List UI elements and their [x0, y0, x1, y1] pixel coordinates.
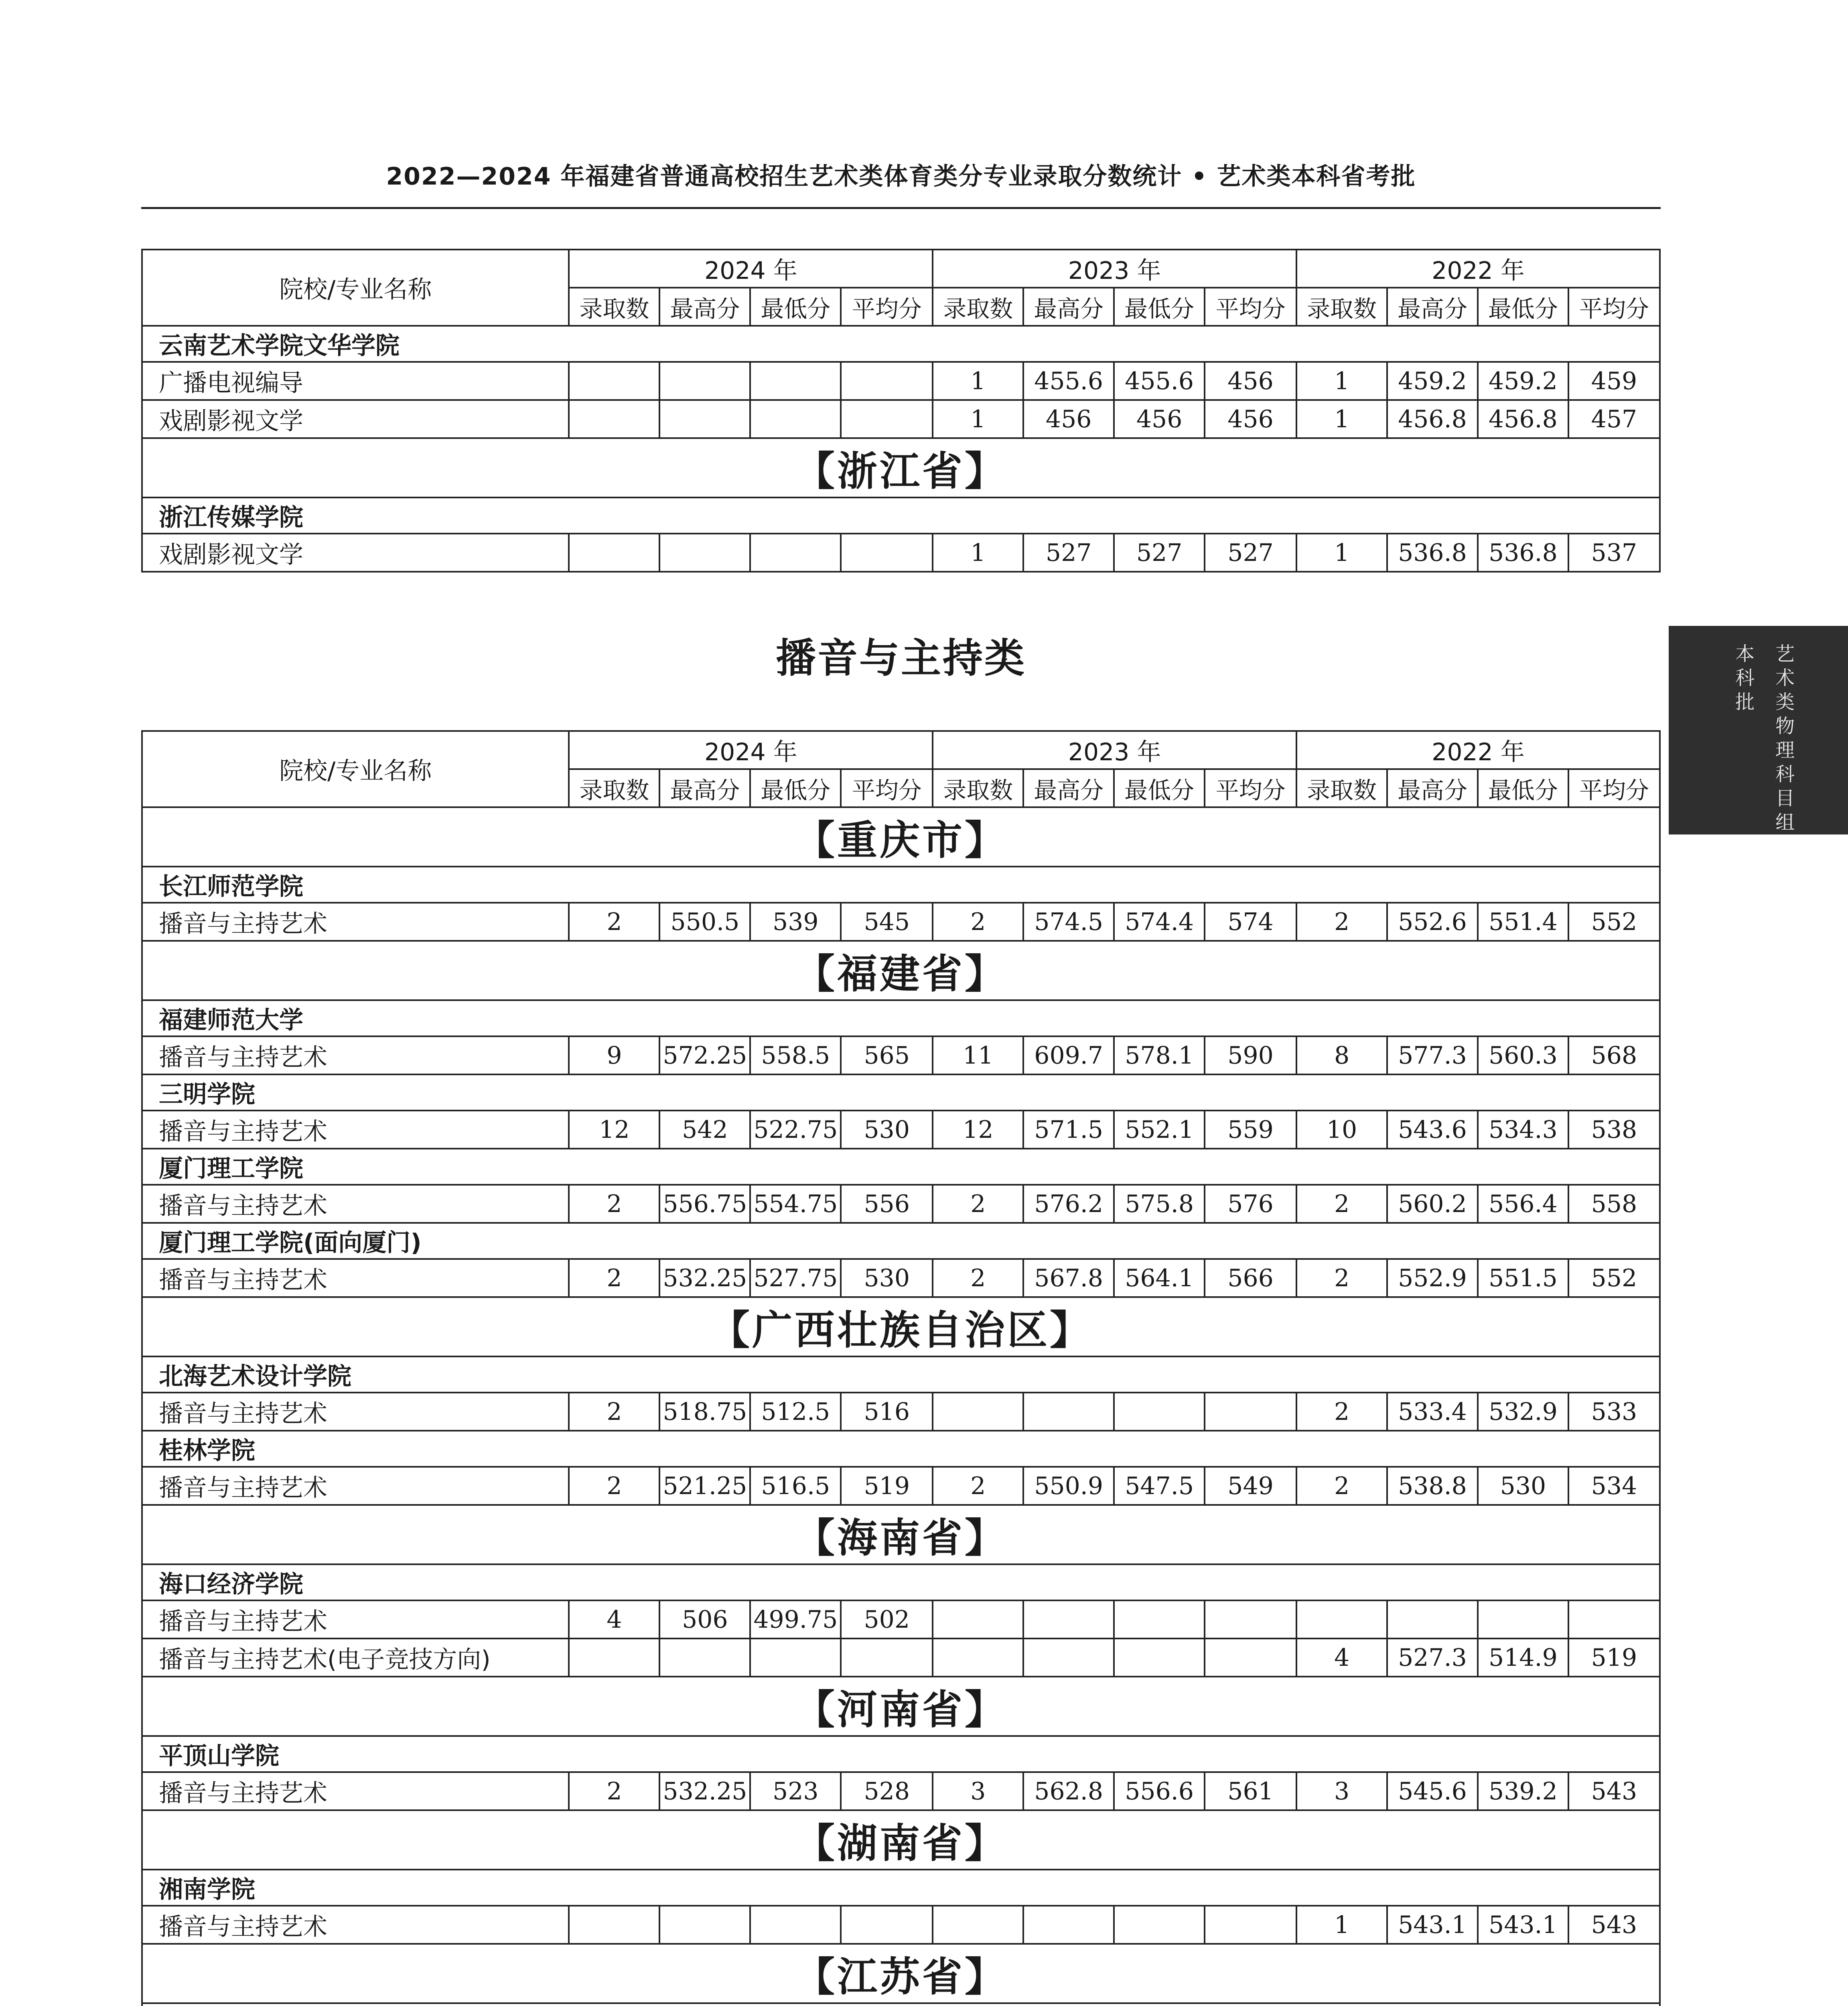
score-cell: 556: [841, 1185, 933, 1223]
score-cell: 2: [569, 1467, 659, 1505]
score-cell: [1296, 1600, 1387, 1639]
school-name: 云南艺术学院文华学院: [142, 326, 1660, 362]
score-cell: 561: [1205, 1772, 1296, 1810]
score-table-2: [141, 730, 1661, 2006]
score-cell: 577.3: [1387, 1036, 1478, 1074]
table-row-school: [142, 497, 1660, 534]
table-row-major: [142, 362, 1660, 400]
score-cell: 551.4: [1478, 903, 1568, 941]
score-cell: [841, 400, 933, 438]
score-cell: 536.8: [1387, 534, 1478, 572]
column-header-admitted: 录取数: [1296, 288, 1387, 326]
score-cell: 12: [933, 1111, 1023, 1149]
major-name: 播音与主持艺术(电子竞技方向): [142, 1639, 569, 1677]
score-cell: 545.6: [1387, 1772, 1478, 1810]
column-header-max: 最高分: [1023, 769, 1114, 807]
column-header-max: 最高分: [659, 288, 750, 326]
score-cell: [1568, 1600, 1660, 1639]
score-cell: [569, 534, 659, 572]
score-cell: [569, 400, 659, 438]
score-cell: 518.75: [659, 1393, 750, 1431]
score-cell: [1023, 1639, 1114, 1677]
score-cell: 456: [1205, 400, 1296, 438]
score-cell: 9: [569, 1036, 659, 1074]
score-cell: 2: [569, 1185, 659, 1223]
score-cell: [1114, 1639, 1205, 1677]
score-cell: 456: [1114, 400, 1205, 438]
column-header-year-2023: 2023 年: [933, 250, 1296, 288]
score-cell: [750, 1639, 841, 1677]
major-name: 播音与主持艺术: [142, 1467, 569, 1505]
table-row-school: [142, 1149, 1660, 1185]
score-cell: 543.1: [1478, 1906, 1568, 1944]
table-row-school: [142, 1431, 1660, 1467]
column-header-name: 院校/专业名称: [142, 250, 569, 326]
score-cell: 543.6: [1387, 1111, 1478, 1149]
score-cell: [1023, 1600, 1114, 1639]
table-row-major: [142, 1259, 1660, 1297]
score-cell: 534.3: [1478, 1111, 1568, 1149]
score-cell: 533.4: [1387, 1393, 1478, 1431]
score-cell: [1478, 1600, 1568, 1639]
major-name: 播音与主持艺术: [142, 1393, 569, 1431]
score-cell: [1387, 1600, 1478, 1639]
major-name: 播音与主持艺术: [142, 1600, 569, 1639]
column-header-avg: 平均分: [1205, 288, 1296, 326]
score-cell: 455.6: [1023, 362, 1114, 400]
score-cell: 574: [1205, 903, 1296, 941]
school-name: 厦门理工学院(面向厦门): [142, 1223, 1660, 1259]
score-cell: [841, 1906, 933, 1944]
score-cell: [750, 362, 841, 400]
table-row-province: [142, 941, 1660, 1000]
score-cell: 514.9: [1478, 1639, 1568, 1677]
score-cell: 552.6: [1387, 903, 1478, 941]
table-row-major: [142, 534, 1660, 572]
score-cell: 459: [1568, 362, 1660, 400]
table-row-province: [142, 1505, 1660, 1564]
table-row-school: [142, 1223, 1660, 1259]
score-cell: 543.1: [1387, 1906, 1478, 1944]
score-cell: 456: [1023, 400, 1114, 438]
school-name: 平顶山学院: [142, 1736, 1660, 1772]
score-cell: 558.5: [750, 1036, 841, 1074]
column-header-min: 最低分: [750, 288, 841, 326]
score-cell: 2: [1296, 1259, 1387, 1297]
column-header-avg: 平均分: [1568, 769, 1660, 807]
score-cell: 576: [1205, 1185, 1296, 1223]
column-header-year-2022: 2022 年: [1296, 250, 1660, 288]
side-tab-label-batch: 本 科 批: [1735, 643, 1755, 713]
score-cell: 11: [933, 1036, 1023, 1074]
score-cell: 1: [1296, 362, 1387, 400]
score-cell: 3: [933, 1772, 1023, 1810]
score-cell: [569, 1639, 659, 1677]
score-cell: 537: [1568, 534, 1660, 572]
section-title: 播音与主持类: [776, 635, 1026, 682]
table-row-school: [142, 1074, 1660, 1111]
score-cell: 456: [1205, 362, 1296, 400]
score-cell: 2: [1296, 1185, 1387, 1223]
column-header-avg: 平均分: [841, 769, 933, 807]
score-cell: 578.1: [1114, 1036, 1205, 1074]
score-cell: 560.2: [1387, 1185, 1478, 1223]
page-header: 2022—2024 年福建省普通高校招生艺术类体育类分专业录取分数统计 • 艺术类本科省考批: [386, 162, 1416, 191]
column-header-avg: 平均分: [1568, 288, 1660, 326]
school-name: 北海艺术设计学院: [142, 1356, 1660, 1393]
table-row-province: [142, 1677, 1660, 1736]
score-cell: 543: [1568, 1906, 1660, 1944]
table-row-school: [142, 1356, 1660, 1393]
school-name: 湘南学院: [142, 1870, 1660, 1906]
score-cell: 516.5: [750, 1467, 841, 1505]
score-cell: 1: [1296, 1906, 1387, 1944]
score-cell: 1: [933, 400, 1023, 438]
province-heading: 【重庆市】: [142, 807, 1660, 867]
score-cell: [659, 1639, 750, 1677]
table-row-major: [142, 1772, 1660, 1810]
table-row-school: [142, 1000, 1660, 1036]
score-cell: 532.25: [659, 1772, 750, 1810]
score-cell: [933, 1906, 1023, 1944]
score-cell: 519: [1568, 1639, 1660, 1677]
score-cell: 527: [1114, 534, 1205, 572]
score-cell: 575.8: [1114, 1185, 1205, 1223]
province-heading: 【浙江省】: [142, 438, 1660, 497]
table-row-school: [142, 2003, 1660, 2006]
score-cell: [1023, 1906, 1114, 1944]
score-cell: 590: [1205, 1036, 1296, 1074]
score-cell: 522.75: [750, 1111, 841, 1149]
major-name: 播音与主持艺术: [142, 1772, 569, 1810]
column-header-min: 最低分: [750, 769, 841, 807]
score-cell: 538.8: [1387, 1467, 1478, 1505]
table-row-major: [142, 1185, 1660, 1223]
score-cell: [659, 362, 750, 400]
table-row-school: [142, 1564, 1660, 1600]
school-name: 海口经济学院: [142, 1564, 1660, 1600]
score-cell: 527.3: [1387, 1639, 1478, 1677]
score-cell: [1023, 1393, 1114, 1431]
column-header-admitted: 录取数: [569, 769, 659, 807]
score-cell: 530: [841, 1111, 933, 1149]
column-header-name: 院校/专业名称: [142, 731, 569, 807]
score-cell: 2: [1296, 1393, 1387, 1431]
table-row-school: [142, 1736, 1660, 1772]
major-name: 播音与主持艺术: [142, 1259, 569, 1297]
score-cell: 455.6: [1114, 362, 1205, 400]
score-table-1: [141, 249, 1661, 573]
score-cell: 566: [1205, 1259, 1296, 1297]
score-cell: [659, 1906, 750, 1944]
score-cell: 2: [933, 1467, 1023, 1505]
score-cell: [659, 400, 750, 438]
column-header-admitted: 录取数: [933, 288, 1023, 326]
province-heading: 【福建省】: [142, 941, 1660, 1000]
province-heading: 【江苏省】: [142, 1944, 1660, 2003]
score-cell: 8: [1296, 1036, 1387, 1074]
header-divider: [141, 207, 1661, 209]
score-cell: 556.6: [1114, 1772, 1205, 1810]
column-header-max: 最高分: [1387, 288, 1478, 326]
score-cell: 556.75: [659, 1185, 750, 1223]
score-cell: 542: [659, 1111, 750, 1149]
school-name: [142, 2003, 1660, 2006]
score-cell: 554.75: [750, 1185, 841, 1223]
score-cell: 552: [1568, 903, 1660, 941]
score-cell: 2: [933, 1259, 1023, 1297]
score-cell: 527.75: [750, 1259, 841, 1297]
table-row-major: [142, 1036, 1660, 1074]
score-cell: 572.25: [659, 1036, 750, 1074]
score-cell: 556.4: [1478, 1185, 1568, 1223]
score-cell: 1: [1296, 400, 1387, 438]
score-cell: 545: [841, 903, 933, 941]
score-cell: 565: [841, 1036, 933, 1074]
score-cell: [750, 1906, 841, 1944]
score-cell: 459.2: [1478, 362, 1568, 400]
table-row-province: [142, 1810, 1660, 1870]
column-header-avg: 平均分: [841, 288, 933, 326]
score-cell: 532.9: [1478, 1393, 1568, 1431]
column-header-max: 最高分: [1023, 288, 1114, 326]
column-header-year-2022: 2022 年: [1296, 731, 1660, 769]
score-cell: 530: [1478, 1467, 1568, 1505]
score-cell: [1205, 1393, 1296, 1431]
score-cell: 2: [569, 1393, 659, 1431]
score-cell: 539.2: [1478, 1772, 1568, 1810]
table-row-major: [142, 1906, 1660, 1944]
score-cell: 564.1: [1114, 1259, 1205, 1297]
score-cell: 534: [1568, 1467, 1660, 1505]
score-cell: [933, 1600, 1023, 1639]
score-cell: 532.25: [659, 1259, 750, 1297]
table-row-major: [142, 1393, 1660, 1431]
score-cell: [1114, 1906, 1205, 1944]
table-row-province: [142, 1944, 1660, 2003]
score-cell: 1: [933, 362, 1023, 400]
school-name: 福建师范大学: [142, 1000, 1660, 1036]
school-name: 桂林学院: [142, 1431, 1660, 1467]
score-cell: [841, 534, 933, 572]
score-cell: [1114, 1600, 1205, 1639]
score-cell: 502: [841, 1600, 933, 1639]
table-row-major: [142, 400, 1660, 438]
score-cell: 459.2: [1387, 362, 1478, 400]
column-header-admitted: 录取数: [569, 288, 659, 326]
column-header-year-2024: 2024 年: [569, 250, 933, 288]
score-cell: 552.1: [1114, 1111, 1205, 1149]
province-heading: 【广西壮族自治区】: [142, 1297, 1660, 1356]
score-cell: 567.8: [1023, 1259, 1114, 1297]
score-cell: [750, 534, 841, 572]
score-cell: [1114, 1393, 1205, 1431]
score-cell: 533: [1568, 1393, 1660, 1431]
column-header-min: 最低分: [1478, 288, 1568, 326]
column-header-min: 最低分: [1114, 288, 1205, 326]
side-tab: [1669, 626, 1848, 834]
score-cell: 457: [1568, 400, 1660, 438]
score-cell: [1205, 1906, 1296, 1944]
column-header-year-2024: 2024 年: [569, 731, 933, 769]
province-heading: 【湖南省】: [142, 1810, 1660, 1870]
side-tab-label-subject: 艺 术 类 物 理 科 目 组: [1775, 643, 1795, 834]
score-cell: [659, 534, 750, 572]
score-cell: 550.9: [1023, 1467, 1114, 1505]
score-cell: 506: [659, 1600, 750, 1639]
score-cell: 576.2: [1023, 1185, 1114, 1223]
score-cell: 547.5: [1114, 1467, 1205, 1505]
score-cell: 528: [841, 1772, 933, 1810]
score-cell: 530: [841, 1259, 933, 1297]
major-name: 广播电视编导: [142, 362, 569, 400]
score-cell: 2: [569, 1259, 659, 1297]
table-row-major: [142, 1639, 1660, 1677]
score-cell: 512.5: [750, 1393, 841, 1431]
major-name: 戏剧影视文学: [142, 400, 569, 438]
score-cell: 543: [1568, 1772, 1660, 1810]
score-cell: 536.8: [1478, 534, 1568, 572]
score-cell: 12: [569, 1111, 659, 1149]
major-name: 播音与主持艺术: [142, 1185, 569, 1223]
table-row-major: [142, 1111, 1660, 1149]
score-cell: 560.3: [1478, 1036, 1568, 1074]
score-cell: 2: [933, 1185, 1023, 1223]
score-cell: 539: [750, 903, 841, 941]
column-header-admitted: 录取数: [933, 769, 1023, 807]
school-name: 厦门理工学院: [142, 1149, 1660, 1185]
score-cell: [933, 1639, 1023, 1677]
major-name: 播音与主持艺术: [142, 1036, 569, 1074]
table-row-school: [142, 326, 1660, 362]
score-cell: 559: [1205, 1111, 1296, 1149]
score-cell: 562.8: [1023, 1772, 1114, 1810]
score-cell: [933, 1393, 1023, 1431]
score-cell: 2: [569, 1772, 659, 1810]
score-cell: 3: [1296, 1772, 1387, 1810]
score-cell: 10: [1296, 1111, 1387, 1149]
score-cell: 521.25: [659, 1467, 750, 1505]
score-cell: 609.7: [1023, 1036, 1114, 1074]
school-name: 长江师范学院: [142, 867, 1660, 903]
table-row-major: [142, 1600, 1660, 1639]
score-cell: 1: [933, 534, 1023, 572]
score-cell: 574.5: [1023, 903, 1114, 941]
score-cell: 456.8: [1478, 400, 1568, 438]
score-cell: 571.5: [1023, 1111, 1114, 1149]
score-cell: 527: [1205, 534, 1296, 572]
score-cell: [750, 400, 841, 438]
score-cell: 550.5: [659, 903, 750, 941]
score-cell: 516: [841, 1393, 933, 1431]
score-cell: [1205, 1639, 1296, 1677]
column-header-min: 最低分: [1478, 769, 1568, 807]
score-cell: 499.75: [750, 1600, 841, 1639]
score-cell: 4: [569, 1600, 659, 1639]
column-header-max: 最高分: [659, 769, 750, 807]
table-row-province: [142, 807, 1660, 867]
score-cell: 538: [1568, 1111, 1660, 1149]
province-heading: 【河南省】: [142, 1677, 1660, 1736]
major-name: 播音与主持艺术: [142, 903, 569, 941]
score-cell: 1: [1296, 534, 1387, 572]
score-cell: [1205, 1600, 1296, 1639]
school-name: 浙江传媒学院: [142, 497, 1660, 534]
table-row-school: [142, 1870, 1660, 1906]
score-cell: 2: [1296, 903, 1387, 941]
score-cell: 549: [1205, 1467, 1296, 1505]
score-cell: 558: [1568, 1185, 1660, 1223]
table-row-school: [142, 867, 1660, 903]
score-cell: 2: [933, 903, 1023, 941]
score-cell: [841, 362, 933, 400]
score-cell: 568: [1568, 1036, 1660, 1074]
major-name: 播音与主持艺术: [142, 1906, 569, 1944]
major-name: 播音与主持艺术: [142, 1111, 569, 1149]
province-heading: 【海南省】: [142, 1505, 1660, 1564]
column-header-avg: 平均分: [1205, 769, 1296, 807]
score-cell: 519: [841, 1467, 933, 1505]
table-row-province: [142, 438, 1660, 497]
score-cell: 551.5: [1478, 1259, 1568, 1297]
column-header-admitted: 录取数: [1296, 769, 1387, 807]
score-cell: 552.9: [1387, 1259, 1478, 1297]
score-cell: [841, 1639, 933, 1677]
column-header-year-2023: 2023 年: [933, 731, 1296, 769]
score-cell: 4: [1296, 1639, 1387, 1677]
table-row-major: [142, 1467, 1660, 1505]
score-cell: 527: [1023, 534, 1114, 572]
table-row-major: [142, 903, 1660, 941]
score-cell: 523: [750, 1772, 841, 1810]
score-cell: [569, 1906, 659, 1944]
score-cell: 456.8: [1387, 400, 1478, 438]
score-cell: [569, 362, 659, 400]
score-cell: 2: [569, 903, 659, 941]
column-header-max: 最高分: [1387, 769, 1478, 807]
column-header-min: 最低分: [1114, 769, 1205, 807]
major-name: 戏剧影视文学: [142, 534, 569, 572]
table-row-province: [142, 1297, 1660, 1356]
score-cell: 2: [1296, 1467, 1387, 1505]
score-cell: 574.4: [1114, 903, 1205, 941]
score-cell: 552: [1568, 1259, 1660, 1297]
school-name: 三明学院: [142, 1074, 1660, 1111]
